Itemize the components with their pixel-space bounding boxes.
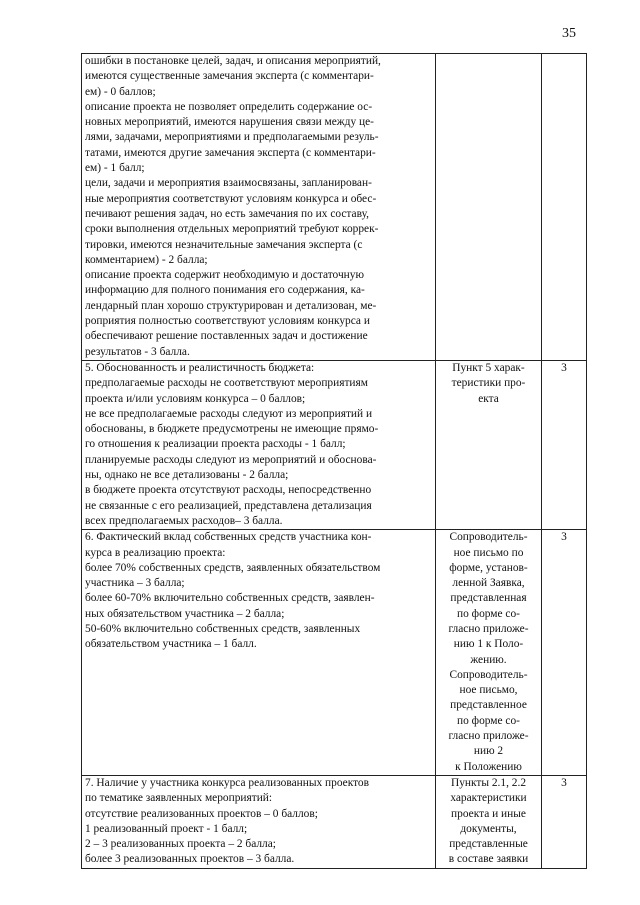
source-text-line: нию 2 (473, 745, 504, 758)
criterion-text-line: отсутствие реализованных проектов – 0 баллов; (85, 807, 318, 820)
source-text-line: Пункты 2.1, 2.2 (450, 776, 527, 789)
max-score-cell: 3 (542, 360, 587, 529)
criterion-text-line: цели, задачи и мероприятия взаимосвязаны, запланирован- (85, 177, 372, 190)
criterion-text-line: ем) - 1 балл; (85, 162, 145, 175)
criterion-text-line: ем) - 0 баллов; (85, 85, 156, 98)
criterion-text-line: лями, задачами, мероприятиями и предполагаемыми резуль- (85, 131, 379, 144)
source-text-line: представленное (450, 699, 527, 712)
criterion-text-line: 7. Наличие у участника конкурса реализованных проектов (85, 776, 369, 789)
criterion-text-line: курса в реализацию проекта: (85, 546, 226, 559)
criterion-text-line: 1 реализованный проект - 1 балл; (85, 822, 248, 835)
criterion-text-line: ных обязательством участника – 2 балла; (85, 607, 285, 620)
criterion-text-line: ны, однако не все детализованы - 2 балла; (85, 469, 289, 482)
source-text-line: документы, (460, 822, 517, 835)
max-score-cell: 3 (542, 775, 587, 868)
criterion-text-line: 6. Фактический вклад собственных средств участника кон- (85, 531, 372, 544)
source-text-line: ное письмо по (453, 546, 524, 559)
source-text-line: характеристики (450, 792, 527, 805)
criterion-text-line: в бюджете проекта отсутствуют расходы, непосредственно (85, 484, 372, 497)
criteria-table (81, 53, 587, 869)
criterion-text-line: более 60-70% включительно собственных средств, заявлен- (85, 592, 375, 605)
page-number: 35 (562, 26, 576, 41)
criterion-source-cell (436, 530, 542, 776)
criterion-text-line: не связанные с его реализацией, представлена детализация (85, 499, 372, 512)
criteria-row (82, 775, 587, 868)
criteria-row (82, 360, 587, 529)
criterion-text-line: го отношения к реализации проекта расходы - 1 балл; (85, 438, 346, 451)
criterion-text-line: татами, имеются другие замечания эксперта (с комментари- (85, 146, 376, 159)
criterion-text-line: информацию для полного понимания его содержания, ка- (85, 284, 365, 297)
criterion-text-line: планируемые расходы следуют из мероприятий и обоснова- (85, 453, 377, 466)
criterion-text-line: ошибки в постановке целей, задач, и описания мероприятий, (85, 55, 381, 67)
criterion-text-line: обеспечивают решение поставленных задач и достижение (85, 330, 368, 343)
criterion-text-line: более 3 реализованных проектов – 3 балла. (85, 853, 295, 866)
source-text-line: жению. (470, 653, 507, 666)
criterion-text-line: роприятия полностью соответствуют условиям конкурса и (85, 315, 370, 328)
source-text-line: представленная (450, 592, 527, 605)
criterion-text-line: описание проекта не позволяет определить содержание ос- (85, 100, 373, 113)
criterion-description-cell (82, 360, 436, 529)
criterion-description-cell (82, 54, 436, 361)
criterion-text-line: новных мероприятий, имеются нарушения связи между це- (85, 116, 374, 129)
source-text-line: гласно приложе- (448, 622, 529, 635)
criterion-text-line: 2 – 3 реализованных проекта – 2 балла; (85, 838, 276, 851)
criterion-source-cell (436, 54, 542, 361)
criterion-description-cell (82, 775, 436, 868)
criterion-text-line: лендарный план хорошо структурирован и детализован, ме- (85, 299, 377, 312)
criterion-text-line: обязательством участника – 1 балл. (85, 638, 257, 651)
criteria-row (82, 54, 587, 361)
source-text-line: нию 1 к Поло- (453, 638, 524, 651)
source-text-line: ное письмо, (459, 684, 518, 697)
criterion-text-line: всех предполагаемых расходов– 3 балла. (85, 514, 283, 527)
criterion-text-line: печивают решения задач, но есть замечания по их составу, (85, 207, 369, 220)
source-text-line: ленной Заявка, (452, 577, 525, 590)
criterion-text-line: обоснованы, в бюджете предусмотрены не имеющие прямо- (85, 423, 379, 436)
source-text-line: к Положению (455, 760, 522, 773)
max-score-cell (542, 54, 587, 361)
source-text-line: Пункт 5 харак- (452, 361, 525, 374)
source-text-line: проекта и иные (451, 807, 526, 820)
criterion-text-line: имеются существенные замечания эксперта (с комментари- (85, 70, 374, 83)
source-text-line: по форме со- (457, 607, 520, 620)
source-text-line: по форме со- (457, 714, 520, 727)
criterion-description-cell (82, 530, 436, 776)
criterion-text-line: результатов - 3 балла. (85, 345, 190, 358)
criterion-text-line: тировки, имеются незначительные замечания эксперта (с (85, 238, 363, 251)
source-text-line: екта (478, 392, 499, 405)
criterion-source-cell (436, 775, 542, 868)
criterion-text-line: предполагаемые расходы не соответствуют мероприятиям (85, 377, 368, 390)
criterion-text-line: сроки выполнения отдельных мероприятий требуют коррек- (85, 223, 379, 236)
criterion-text-line: 50-60% включительно собственных средств, заявленных (85, 622, 361, 635)
source-text-line: Сопроводитель- (449, 531, 528, 544)
criterion-text-line: 5. Обоснованность и реалистичность бюджета: (85, 361, 315, 374)
criterion-text-line: по тематике заявленных мероприятий: (85, 792, 273, 805)
criterion-text-line: более 70% собственных средств, заявленных обязательством (85, 561, 381, 574)
max-score-cell: 3 (542, 530, 587, 776)
criteria-table-body (82, 54, 587, 869)
source-text-line: в составе заявки (448, 853, 529, 866)
criterion-text-line: проекта и/или условиям конкурса – 0 баллов; (85, 392, 306, 405)
source-text-line: Сопроводитель- (449, 668, 528, 681)
criterion-text-line: комментарием) - 2 балла; (85, 253, 208, 266)
source-text-line: гласно приложе- (448, 730, 529, 743)
criterion-text-line: не все предполагаемые расходы следуют из мероприятий и (85, 407, 373, 420)
source-text-line: теристики про- (451, 377, 526, 390)
source-text-line: представленные (449, 838, 528, 851)
criteria-row (82, 530, 587, 776)
criterion-text-line: описание проекта содержит необходимую и достаточную (85, 269, 364, 282)
criterion-text-line: участника – 3 балла; (85, 577, 185, 590)
source-text-line: форме, установ- (449, 561, 528, 574)
criterion-text-line: ные мероприятия соответствуют условиям конкурса и обес- (85, 192, 377, 205)
criterion-source-cell (436, 360, 542, 529)
